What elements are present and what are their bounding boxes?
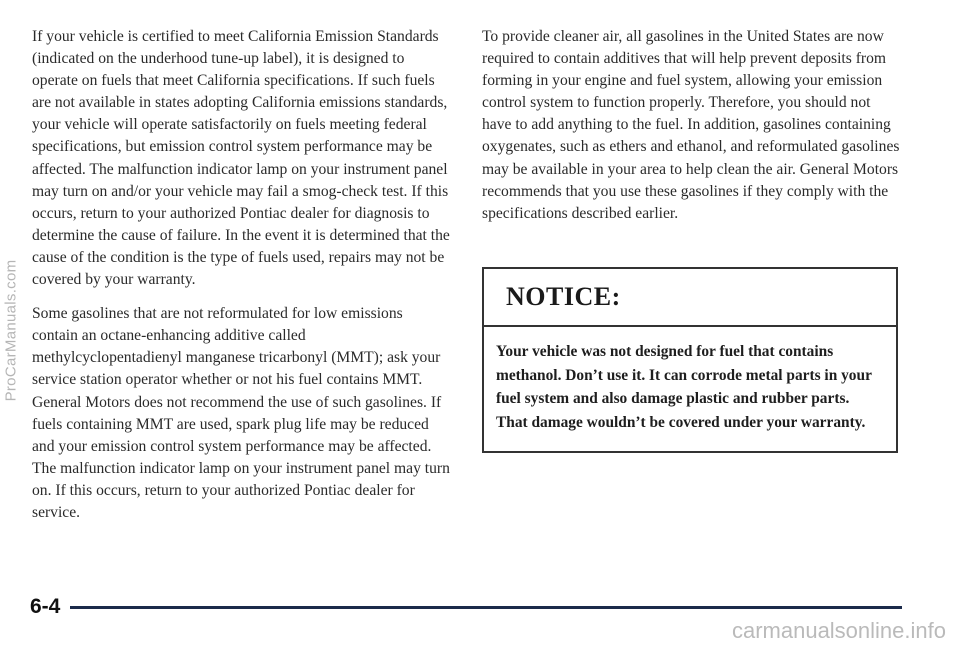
left-column <box>32 26 450 536</box>
notice-heading: NOTICE: <box>484 269 896 327</box>
paragraph-clean-air-additives: To provide cleaner air, all gasolines in the United States are now required to contain additives that will help prevent deposits from forming in your engine and fuel system, allowing your emission control system to function properly. Therefore, you should not have to add anything to the fuel. In addition, gasolines containing oxygenates, such as ethers and ethanol, and reformulated gasolines may be available in your area to help clean the air. General Motors recommends that you use these gasolines if they comply with the specifications described earlier. <box>482 28 900 222</box>
notice-body: Your vehicle was not designed for fuel that contains methanol. Don’t use it. It can corrode metal parts in your fuel system and also damage plastic and rubber parts. That damage wouldn’t be covered under your warranty. <box>496 343 872 431</box>
side-watermark <box>0 230 22 430</box>
notice-box <box>482 267 898 453</box>
paragraph-california-emission: If your vehicle is certified to meet California Emission Standards (indicated on the underhood tune-up label), it is designed to operate on fuels that meet California specifications. If such fuels are not available in states adopting California emissions standards, your vehicle will operate satisfactorily on fuels meeting federal specifications, but emission control system performance may be affected. The malfunction indicator lamp on your instrument panel may turn on and/or your vehicle may fail a smog-check test. If this occurs, return to your authorized Pontiac dealer for diagnosis to determine the cause of failure. In the event it is determined that the cause of the condition is the type of fuels used, repairs may not be covered by your warranty. <box>32 28 450 289</box>
bottom-watermark: carmanualsonline.info <box>731 618 946 643</box>
page-number: 6-4 <box>30 595 61 618</box>
right-column <box>482 26 902 237</box>
side-watermark-text: ProCarManuals.com <box>2 259 20 401</box>
paragraph-mmt-gasolines: Some gasolines that are not reformulated for low emissions contain an octane-enhancing additive called methylcyclopentadienyl manganese tricarbonyl (MMT); ask your service station operator whether or not his fuel contains MMT. General Motors does not recommend the use of such gasolines. If fuels containing MMT are used, spark plug life may be reduced and your emission control system performance may be affected. The malfunction indicator lamp on your instrument panel may turn on. If this occurs, return to your authorized Pontiac dealer for service. <box>32 305 450 521</box>
footer-rule <box>70 606 902 609</box>
